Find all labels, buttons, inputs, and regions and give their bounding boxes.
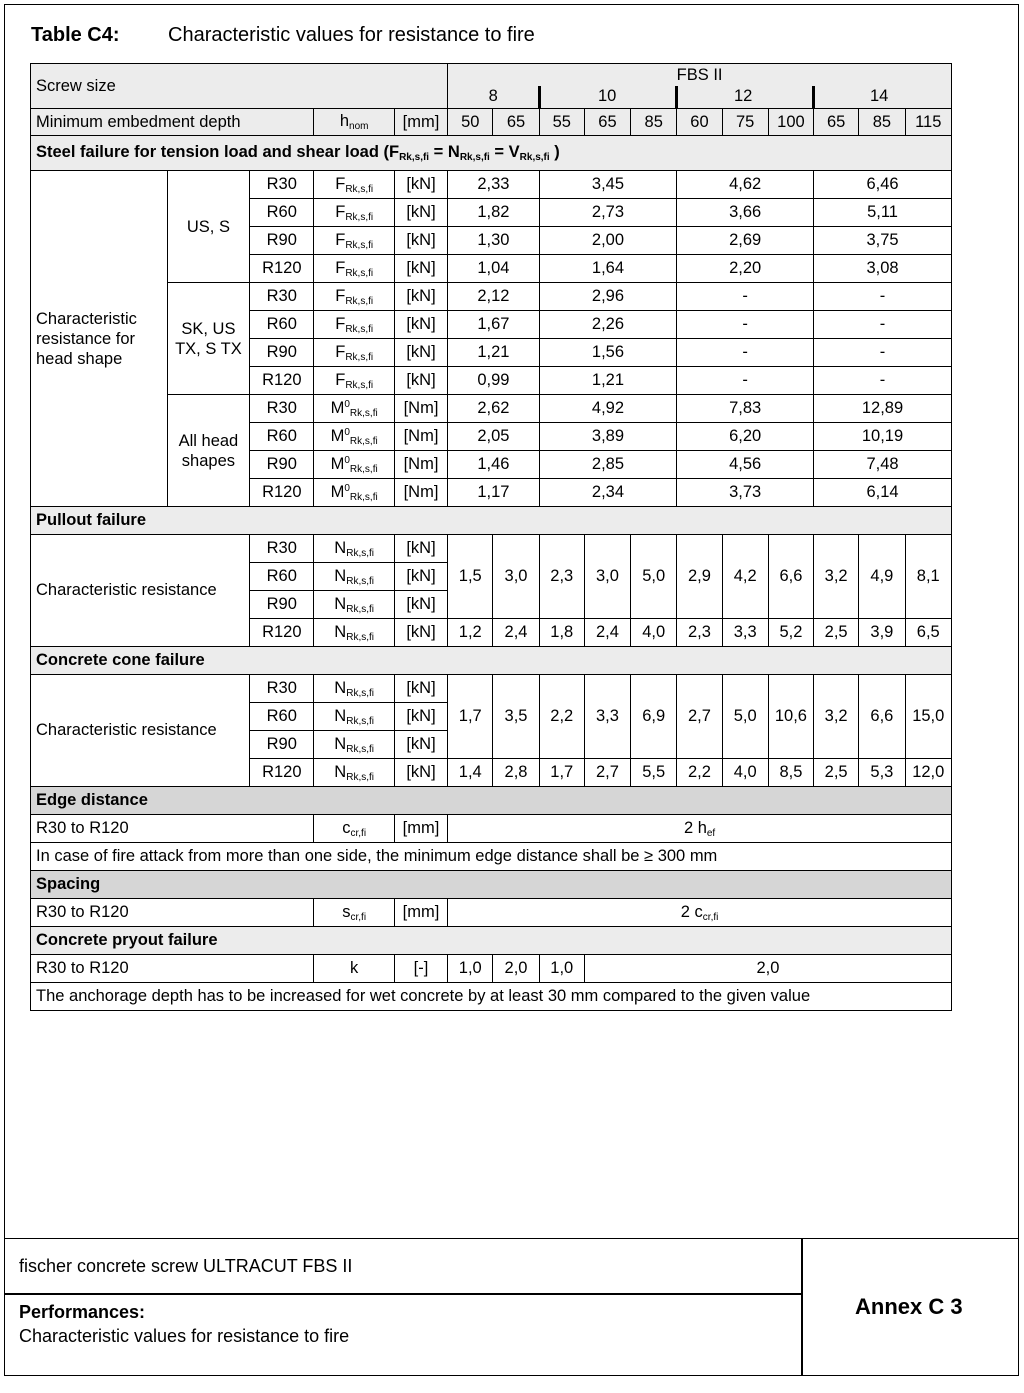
unit-cell: [kN]	[394, 591, 447, 619]
table-row	[31, 64, 952, 109]
resistance-value: 2,69	[677, 227, 814, 255]
fire-class: R90	[250, 731, 314, 759]
fire-class: R60	[250, 311, 314, 339]
pryout-note: The anchorage depth has to be increased for wet concrete by at least 30 mm compared to the given value	[31, 983, 952, 1011]
unit-cell: [kN]	[394, 759, 447, 787]
unit-cell: [kN]	[394, 255, 447, 283]
unit-cell: [kN]	[394, 283, 447, 311]
resistance-table	[30, 63, 952, 1011]
depth-value: 65	[584, 109, 630, 136]
resistance-value: 1,8	[539, 619, 584, 647]
table-row	[31, 843, 952, 871]
min-embedment-label: Minimum embedment depth	[31, 109, 314, 136]
resistance-value: 4,62	[677, 171, 814, 199]
resistance-value: 2,34	[539, 479, 677, 507]
resistance-value: 1,7	[448, 675, 493, 759]
unit-cell: [kN]	[394, 199, 447, 227]
fire-class: R120	[250, 255, 314, 283]
symbol-cell: $N_{Rk,s,fi}$	[314, 675, 394, 703]
unit-cell: [kN]	[394, 731, 447, 759]
depth-value: 65	[493, 109, 539, 136]
symbol-cell: $F_{Rk,s,fi}$	[314, 339, 394, 367]
section-steel-failure: Steel failure for tension load and shear load ($F_{Rk,s,fi} = N_{Rk,s,fi} = V_{Rk,s,fi}$ )	[31, 136, 952, 171]
resistance-value: 5,2	[768, 619, 813, 647]
resistance-value: 3,75	[814, 227, 952, 255]
depth-value: 115	[905, 109, 952, 136]
resistance-value: 2,5	[814, 619, 859, 647]
depth-value: 65	[814, 109, 859, 136]
symbol-cell: $N_{Rk,s,fi}$	[314, 619, 394, 647]
resistance-value: 3,08	[814, 255, 952, 283]
edge-distance-note: In case of fire attack from more than one side, the minimum edge distance shall be ≥ 300 mm	[31, 843, 952, 871]
resistance-value: 3,5	[493, 675, 539, 759]
table-row	[31, 109, 952, 136]
table-row	[31, 535, 952, 563]
section-edge-distance: Edge distance	[31, 787, 952, 815]
range-label: R30 to R120	[31, 955, 314, 983]
symbol-cell: $F_{Rk,s,fi}$	[314, 199, 394, 227]
resistance-value: 2,3	[677, 619, 722, 647]
head-shape-group: US, S	[167, 171, 249, 283]
symbol-cell: $M^0_{Rk,s,fi}$	[314, 451, 394, 479]
resistance-value: 3,89	[539, 423, 677, 451]
fire-class: R60	[250, 199, 314, 227]
symbol-cell: $F_{Rk,s,fi}$	[314, 311, 394, 339]
symbol-cell: $M^0_{Rk,s,fi}$	[314, 479, 394, 507]
screw-size-12: 12	[733, 87, 753, 105]
section-concrete-cone-failure: Concrete cone failure	[31, 647, 952, 675]
depth-value: 60	[677, 109, 722, 136]
resistance-value: 1,21	[448, 339, 539, 367]
unit-cell: [Nm]	[394, 395, 447, 423]
resistance-value: -	[677, 283, 814, 311]
resistance-value: 1,82	[448, 199, 539, 227]
symbol-cell: $N_{Rk,s,fi}$	[314, 703, 394, 731]
unit-cell: [kN]	[394, 339, 447, 367]
symbol-cell: $F_{Rk,s,fi}$	[314, 171, 394, 199]
resistance-value: 1,64	[539, 255, 677, 283]
resistance-value: -	[814, 283, 952, 311]
symbol-cell: $N_{Rk,s,fi}$	[314, 535, 394, 563]
resistance-value: 12,0	[905, 759, 952, 787]
resistance-value: 2,85	[539, 451, 677, 479]
screw-size-10: 10	[597, 87, 617, 105]
unit-cell: [kN]	[394, 227, 447, 255]
resistance-value: -	[814, 311, 952, 339]
resistance-value: 6,6	[768, 535, 813, 619]
head-shape-group: All head shapes	[167, 395, 249, 507]
table-row	[31, 787, 952, 815]
range-label: R30 to R120	[31, 899, 314, 927]
resistance-value: -	[677, 339, 814, 367]
fire-class: R90	[250, 227, 314, 255]
resistance-value: 5,11	[814, 199, 952, 227]
head-shape-group: SK, US TX, S TX	[167, 283, 249, 395]
unit-cell: [kN]	[394, 171, 447, 199]
symbol-cell: $F_{Rk,s,fi}$	[314, 255, 394, 283]
unit-cell: [kN]	[394, 535, 447, 563]
resistance-value: 6,14	[814, 479, 952, 507]
unit-cell: [mm]	[394, 109, 447, 136]
resistance-value: 4,9	[859, 535, 905, 619]
resistance-value: 5,5	[631, 759, 677, 787]
resistance-value: 15,0	[905, 675, 952, 759]
edge-distance-value: 2 $h_{ef}$	[448, 815, 952, 843]
unit-cell: [Nm]	[394, 451, 447, 479]
unit-cell: [kN]	[394, 675, 447, 703]
resistance-value: 8,5	[768, 759, 813, 787]
annex-label: Annex C 3	[855, 1294, 963, 1319]
resistance-value: 6,5	[905, 619, 952, 647]
resistance-value: 4,56	[677, 451, 814, 479]
resistance-value: 10,19	[814, 423, 952, 451]
resistance-value: 2,3	[539, 535, 584, 619]
table-row	[31, 983, 952, 1011]
unit-cell: [mm]	[394, 899, 447, 927]
footer-product: fischer concrete screw ULTRACUT FBS II	[19, 1256, 353, 1276]
resistance-value: 2,73	[539, 199, 677, 227]
fire-class: R90	[250, 591, 314, 619]
resistance-value: 2,4	[584, 619, 630, 647]
resistance-value: -	[677, 311, 814, 339]
range-label: R30 to R120	[31, 815, 314, 843]
fire-class: R60	[250, 703, 314, 731]
symbol-cell: $s_{cr,fi}$	[314, 899, 394, 927]
resistance-value: 3,9	[859, 619, 905, 647]
depth-value: 85	[859, 109, 905, 136]
section-pryout-failure: Concrete pryout failure	[31, 927, 952, 955]
table-row	[31, 899, 952, 927]
resistance-value: 1,2	[448, 619, 493, 647]
resistance-value: 2,33	[448, 171, 539, 199]
resistance-value: 2,00	[539, 227, 677, 255]
resistance-value: 7,48	[814, 451, 952, 479]
spacing-value: 2 $c_{cr,fi}$	[448, 899, 952, 927]
resistance-value: 3,45	[539, 171, 677, 199]
table-title	[31, 24, 535, 47]
resistance-value: 1,04	[448, 255, 539, 283]
symbol-cell: $N_{Rk,s,fi}$	[314, 759, 394, 787]
resistance-value: 5,3	[859, 759, 905, 787]
resistance-value: 1,30	[448, 227, 539, 255]
fire-class: R30	[250, 171, 314, 199]
section-pullout-failure: Pullout failure	[31, 507, 952, 535]
pryout-value: 2,0	[584, 955, 951, 983]
footer-performances-title: Performances:	[19, 1302, 146, 1322]
unit-cell: [kN]	[394, 703, 447, 731]
table-title-text: Characteristic values for resistance to fire	[168, 24, 535, 46]
resistance-value: 2,12	[448, 283, 539, 311]
resistance-value: 2,8	[493, 759, 539, 787]
pryout-value: 1,0	[539, 955, 584, 983]
characteristic-resistance-label: Characteristic resistance	[31, 675, 250, 787]
table-title-label: Table C4:	[31, 24, 120, 46]
screw-size-8: 8	[488, 87, 498, 105]
head-shape-label: Characteristic resistance for head shape	[31, 171, 168, 507]
fire-class: R120	[250, 479, 314, 507]
product-name: FBS II	[676, 66, 723, 84]
resistance-value: 2,4	[493, 619, 539, 647]
table-row	[31, 171, 952, 199]
resistance-value: 3,3	[722, 619, 768, 647]
symbol-cell: $c_{cr,fi}$	[314, 815, 394, 843]
table-row	[31, 675, 952, 703]
unit-cell: [kN]	[394, 563, 447, 591]
resistance-value: 6,46	[814, 171, 952, 199]
unit-cell: [Nm]	[394, 479, 447, 507]
resistance-value: 1,5	[448, 535, 493, 619]
depth-value: 75	[722, 109, 768, 136]
symbol-cell: $N_{Rk,s,fi}$	[314, 591, 394, 619]
section-spacing: Spacing	[31, 871, 952, 899]
table-row	[31, 647, 952, 675]
resistance-value: 3,2	[814, 535, 859, 619]
fire-class: R30	[250, 395, 314, 423]
resistance-value: 1,56	[539, 339, 677, 367]
resistance-value: 1,46	[448, 451, 539, 479]
resistance-value: 2,05	[448, 423, 539, 451]
fire-class: R90	[250, 451, 314, 479]
resistance-value: 2,7	[584, 759, 630, 787]
table-row	[31, 815, 952, 843]
fire-class: R30	[250, 675, 314, 703]
resistance-value: 6,6	[859, 675, 905, 759]
table-row	[31, 955, 952, 983]
fire-class: R30	[250, 283, 314, 311]
resistance-value: 1,7	[539, 759, 584, 787]
resistance-value: 2,2	[539, 675, 584, 759]
symbol-cell: $F_{Rk,s,fi}$	[314, 227, 394, 255]
symbol-cell: $F_{Rk,s,fi}$	[314, 367, 394, 395]
symbol-cell: $N_{Rk,s,fi}$	[314, 563, 394, 591]
resistance-value: 2,62	[448, 395, 539, 423]
pryout-value: 2,0	[493, 955, 539, 983]
resistance-value: 10,6	[768, 675, 813, 759]
resistance-value: 5,0	[631, 535, 677, 619]
resistance-value: 2,2	[677, 759, 722, 787]
table-row	[31, 871, 952, 899]
resistance-value: 2,5	[814, 759, 859, 787]
resistance-value: 0,99	[448, 367, 539, 395]
resistance-value: 3,2	[814, 675, 859, 759]
resistance-value: 8,1	[905, 535, 952, 619]
characteristic-resistance-label: Characteristic resistance	[31, 535, 250, 647]
resistance-value: 3,3	[584, 675, 630, 759]
resistance-value: -	[677, 367, 814, 395]
resistance-value: 2,26	[539, 311, 677, 339]
depth-value: 55	[539, 109, 584, 136]
depth-value: 85	[631, 109, 677, 136]
symbol-cell: $M^0_{Rk,s,fi}$	[314, 395, 394, 423]
footer-performances-desc: Characteristic values for resistance to fire	[19, 1326, 350, 1346]
symbol-cell: k	[314, 955, 394, 983]
fire-class: R120	[250, 759, 314, 787]
fire-class: R60	[250, 423, 314, 451]
resistance-value: -	[814, 339, 952, 367]
unit-cell: [kN]	[394, 367, 447, 395]
fbs-size-header	[448, 64, 952, 109]
fire-class: R30	[250, 535, 314, 563]
resistance-value: 5,0	[722, 675, 768, 759]
resistance-value: 6,9	[631, 675, 677, 759]
unit-cell: [-]	[394, 955, 447, 983]
depth-value: 100	[768, 109, 813, 136]
pryout-value: 1,0	[448, 955, 493, 983]
resistance-value: 1,67	[448, 311, 539, 339]
resistance-value: 2,7	[677, 675, 722, 759]
fire-class: R120	[250, 367, 314, 395]
table-row	[31, 927, 952, 955]
symbol-cell: $F_{Rk,s,fi}$	[314, 283, 394, 311]
resistance-value: 2,9	[677, 535, 722, 619]
unit-cell: [mm]	[394, 815, 447, 843]
resistance-value: 3,0	[584, 535, 630, 619]
symbol-cell: $N_{Rk,s,fi}$	[314, 731, 394, 759]
footer	[4, 1238, 1019, 1376]
fire-class: R120	[250, 619, 314, 647]
resistance-value: 6,20	[677, 423, 814, 451]
fire-class: R60	[250, 563, 314, 591]
resistance-value: 2,20	[677, 255, 814, 283]
depth-value: 50	[448, 109, 493, 136]
resistance-value: 3,66	[677, 199, 814, 227]
resistance-value: -	[814, 367, 952, 395]
table-row	[31, 283, 952, 311]
screw-size-label: Screw size	[31, 64, 448, 109]
resistance-value: 2,96	[539, 283, 677, 311]
table-row	[31, 136, 952, 171]
resistance-value: 1,21	[539, 367, 677, 395]
unit-cell: [kN]	[394, 311, 447, 339]
resistance-value: 4,0	[722, 759, 768, 787]
resistance-value: 12,89	[814, 395, 952, 423]
resistance-value: 7,83	[677, 395, 814, 423]
hnom-symbol: $h_{nom}$	[314, 109, 394, 136]
resistance-value: 1,17	[448, 479, 539, 507]
resistance-value: 3,0	[493, 535, 539, 619]
resistance-value: 4,0	[631, 619, 677, 647]
symbol-cell: $M^0_{Rk,s,fi}$	[314, 423, 394, 451]
unit-cell: [kN]	[394, 619, 447, 647]
fire-class: R90	[250, 339, 314, 367]
screw-size-14: 14	[869, 87, 889, 105]
resistance-value: 1,4	[448, 759, 493, 787]
table-row	[31, 507, 952, 535]
resistance-value: 3,73	[677, 479, 814, 507]
resistance-value: 4,92	[539, 395, 677, 423]
resistance-value: 4,2	[722, 535, 768, 619]
unit-cell: [Nm]	[394, 423, 447, 451]
table-row	[31, 395, 952, 423]
